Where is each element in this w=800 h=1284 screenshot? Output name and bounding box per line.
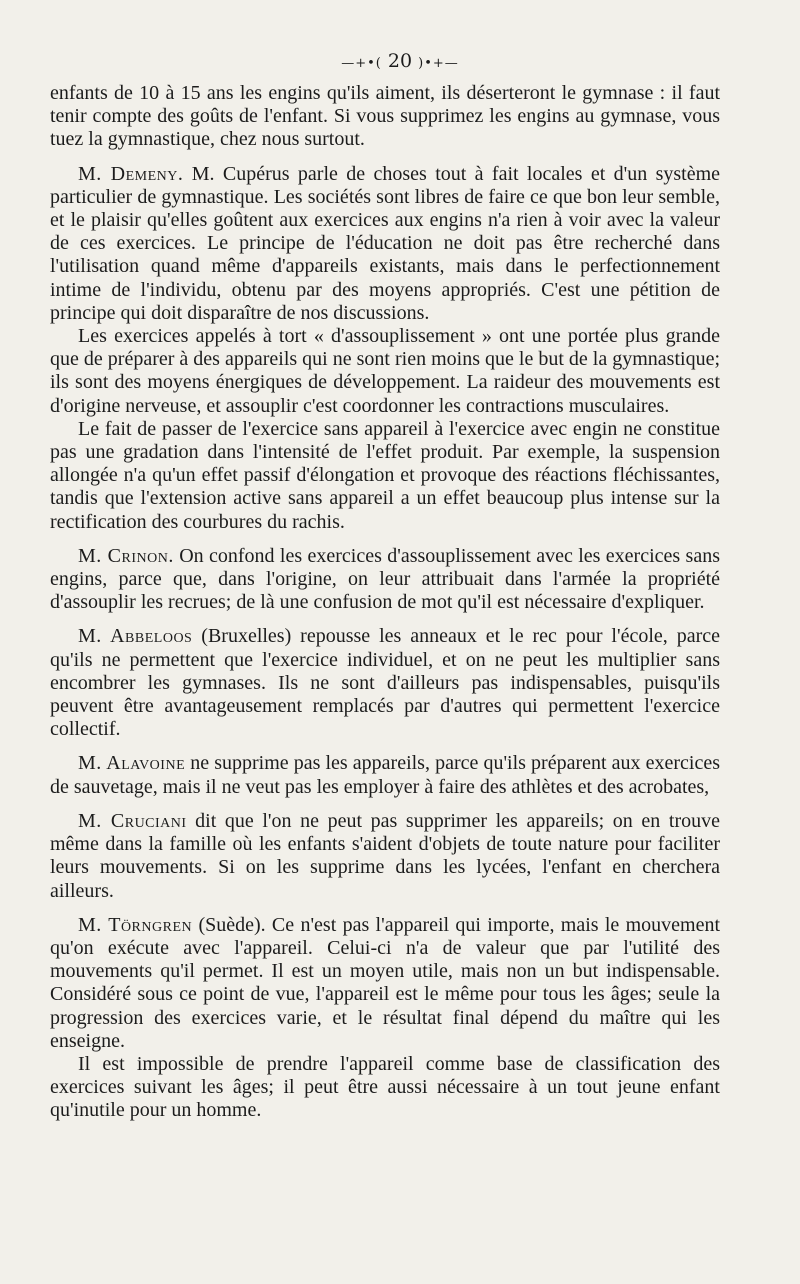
paragraph: M. Alavoine ne supprime pas les appareils, parce qu'ils préparent aux exercices de sauvetage, mais il ne veut pas les employer à faire des athlètes et des acrobates, — [50, 752, 720, 798]
page-number: 20 — [387, 50, 413, 72]
paragraph: M. Crinon. On confond les exercices d'assouplissement avec les exercices sans engins, parce que, dans l'origine, on leur attribuait dans l'armée la propriété d'assouplir les recrues; de là une confusion de mot qu'il est nécessaire d'expliquer. — [50, 544, 720, 614]
page-number-header — [0, 50, 800, 72]
paragraph: Les exercices appelés à tort « d'assouplissement » ont une portée plus grande que de préparer à des appareils qui ne sont rien moins que le but de la gymnastique; ils sont des moyens énergiques de développement. La raideur des mouvements est d'origine nerveuse, et assouplir c'est coordonner les contractions musculaires. — [50, 325, 720, 417]
paragraph: M. Demeny. M. Cupérus parle de choses tout à fait locales et d'un système particulier de gymnastique. Les sociétés sont libres de faire ce que bon leur semble, et le plaisir qu'elles goûtent aux exercices aux engins n'a rien à voir avec la valeur de ces exercices. Le principe de l'éducation ne doit pas être recherché dans l'utilisation quand même d'appareils existants, mais dans le perfectionnement intime de l'individu, obtenu par des moyens appropriés. C'est une pétition de principe qui doit disparaître de nos discussions. — [50, 162, 721, 324]
ornament-right: )•+— — [418, 56, 459, 71]
paragraph: M. Törngren (Suède). Ce n'est pas l'appareil qui importe, mais le mouvement qu'on exécute avec l'appareil. Celui-ci n'a de valeur que par l'utilité des mouvements qu'il permet. Il est un moyen utile, mais non un but indispensable. Considéré sous ce point de vue, l'appareil est le même pour tous les âges; seule la progression des exercices varie, et le résultat final dépend du maître qui les enseigne. — [50, 913, 721, 1052]
paragraph: enfants de 10 à 15 ans les engins qu'ils aiment, ils déserteront le gymnase : il faut tenir compte des goûts de l'enfant. Si vous supprimez les engins au gymnase, vous tuez la gymnastique, chez nous surtout. — [50, 82, 720, 151]
paragraph: Il est impossible de prendre l'appareil comme base de classification des exercices suivant les âges; il peut être aussi nécessaire à un tout jeune enfant qu'inutile pour un homme. — [50, 1052, 720, 1122]
ornament-left: —+•( — [341, 56, 382, 71]
speaker-name: M. Alavoine — [78, 752, 186, 775]
speaker-name: M. Crinon. — [78, 544, 174, 567]
paragraph: M. Abbeloos (Bruxelles) repousse les anneaux et le rec pour l'école, parce qu'ils ne permettent que l'exercice individuel, et on ne peut les multiplier sans encombrer les gymnases. Ils ne sont d'ailleurs pas indispensables, puisqu'ils peuvent être avantageusement remplacés par d'autres qui permettent l'exercice collectif. — [50, 625, 720, 741]
paragraph: M. Cruciani dit que l'on ne peut pas supprimer les appareils; on en trouve même dans la famille où les enfants s'aident d'objets de toute nature pour faciliter leurs mouvements. Si on les supprime dans les lycées, l'enfant en cherchera ailleurs. — [50, 809, 720, 902]
body-text — [50, 82, 720, 1123]
speaker-name: M. Cruciani — [78, 809, 187, 832]
speaker-name: M. Törngren — [78, 913, 193, 936]
paragraph: Le fait de passer de l'exercice sans appareil à l'exercice avec engin ne constitue pas une gradation dans l'intensité de l'effet produit. Par exemple, la suspension allongée n'a qu'un effet passif d'élongation et provoque des réactions fléchissantes, tandis que l'extension active sans appareil a un effet beaucoup plus intense sur la rectification des courbures du rachis. — [50, 417, 720, 533]
speaker-name: M. Demeny. — [78, 162, 184, 185]
speaker-name: M. Abbeloos — [78, 625, 193, 648]
